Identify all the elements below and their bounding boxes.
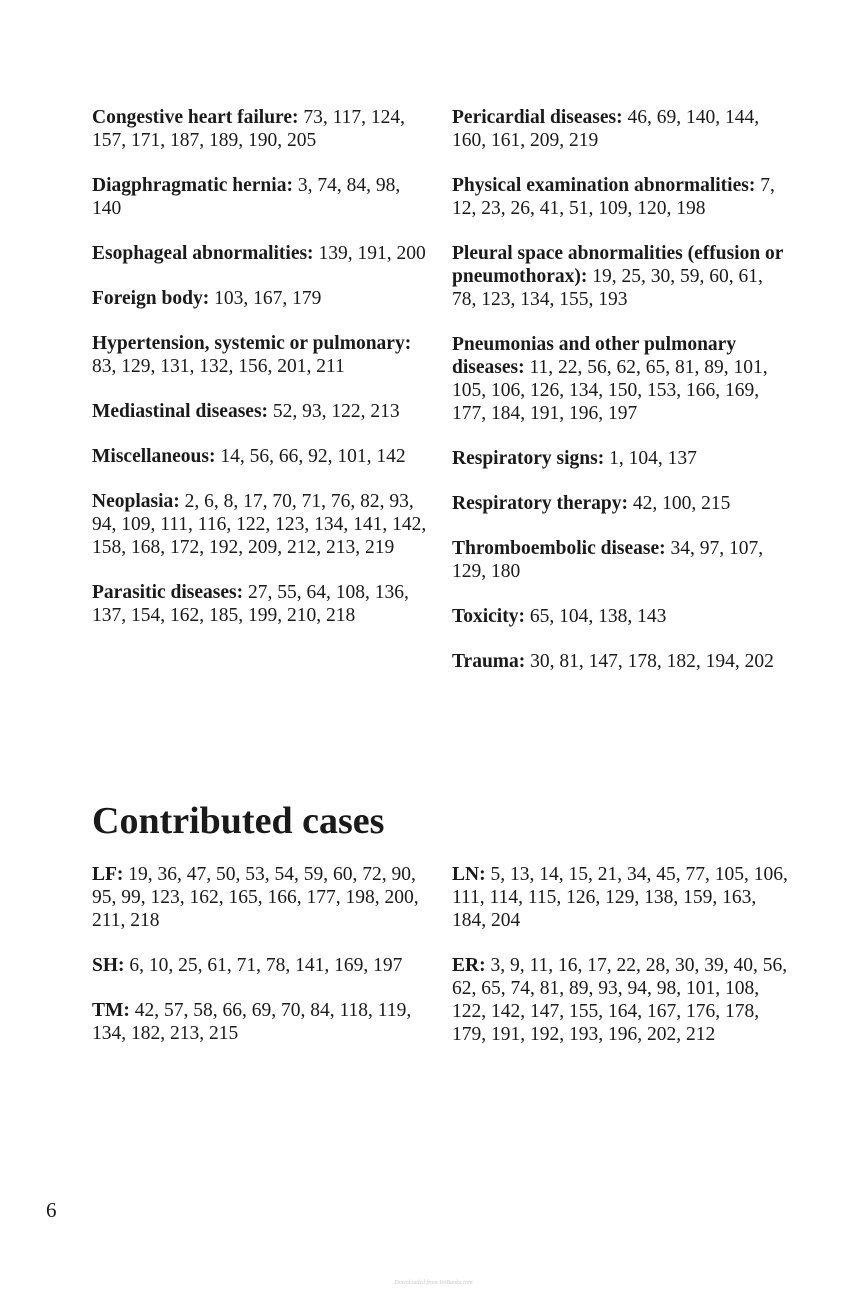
index-entry-term: Mediastinal diseases: [92, 401, 269, 422]
index-entry [452, 242, 792, 311]
section-title-contributed-cases: Contributed cases [92, 800, 385, 842]
index-entry [92, 581, 432, 627]
contributor-entry-pages: 5, 13, 14, 15, 21, 34, 45, 77, 105, 106, 111, 114, 115, 126, 129, 138, 159, 163, 184, 204 [452, 864, 788, 931]
index-entry [452, 447, 792, 470]
index-entry [92, 174, 432, 220]
index-entry [452, 174, 792, 220]
index-entry-pages: 46, 69, 140, 144, 160, 161, 209, 219 [452, 107, 760, 151]
contributor-entry-pages: 6, 10, 25, 61, 71, 78, 141, 169, 197 [129, 955, 403, 976]
index-entry [452, 492, 792, 515]
index-entry [92, 287, 432, 310]
index-entry-pages: 30, 81, 147, 178, 182, 194, 202 [530, 651, 774, 672]
contributor-entry-term: SH: [92, 955, 125, 976]
index-entry-pages: 52, 93, 122, 213 [272, 401, 400, 422]
index-entry [92, 242, 432, 265]
contributor-entry [92, 863, 432, 932]
contributor-entry-term: ER: [452, 955, 486, 976]
contributor-entry [92, 954, 432, 977]
index-entry-pages: 42, 100, 215 [632, 493, 731, 514]
index-entry-term: Respiratory signs: [452, 448, 605, 469]
index-entry-pages: 11, 22, 56, 62, 65, 81, 89, 101, 105, 106, 126, 134, 150, 153, 166, 169, 177, 184, 191, 196, 197 [452, 357, 768, 424]
contributor-entry-term: TM: [92, 1000, 130, 1021]
index-entry-term: Pneumonias and other pulmonary diseases: [452, 334, 737, 378]
contributor-entry [92, 999, 432, 1045]
contributor-entry-pages: 42, 57, 58, 66, 69, 70, 84, 118, 119, 134, 182, 213, 215 [92, 1000, 412, 1044]
index-entry-pages: 19, 25, 30, 59, 60, 61, 78, 123, 134, 155, 193 [452, 266, 763, 310]
index-entry-term: Trauma: [452, 651, 526, 672]
index-entry [92, 400, 432, 423]
index-entry-term: Foreign body: [92, 288, 210, 309]
index-entry-term: Congestive heart failure: [92, 107, 299, 128]
index-entry-term: Esophageal abnormalities: [92, 243, 314, 264]
index-entry-pages: 1, 104, 137 [609, 448, 697, 469]
index-entry-pages: 139, 191, 200 [318, 243, 426, 264]
index-entry-term: Diagphragmatic hernia: [92, 175, 293, 196]
index-entry [452, 106, 792, 152]
index-entry-term: Pleural space abnormalities (effusion or pneumothorax): [452, 243, 784, 287]
contributor-entry-term: LF: [92, 864, 124, 885]
index-entry-term: Thromboembolic disease: [452, 538, 666, 559]
index-entry [92, 106, 432, 152]
contributor-entry-pages: 19, 36, 47, 50, 53, 54, 59, 60, 72, 90, 95, 99, 123, 162, 165, 166, 177, 198, 200, 211, 218 [92, 864, 419, 931]
index-entry-pages: 14, 56, 66, 92, 101, 142 [220, 446, 406, 467]
index-entry [92, 332, 432, 378]
index-entry-term: Hypertension, systemic or pulmonary: [92, 333, 412, 354]
index-entry-term: Physical examination abnormalities: [452, 175, 756, 196]
index-entry-pages: 65, 104, 138, 143 [529, 606, 667, 627]
index-entry-term: Miscellaneous: [92, 446, 216, 467]
index-entry-term: Toxicity: [452, 606, 525, 627]
index-entry-pages: 73, 117, 124, 157, 171, 187, 189, 190, 205 [92, 107, 406, 151]
contributor-entry-pages: 3, 9, 11, 16, 17, 22, 28, 30, 39, 40, 56, 62, 65, 74, 81, 89, 93, 94, 98, 101, 108, 122, 142, 147, 155, 164, 167, 176, 178, 179, 191, 192, 193, 196, 202, 212 [452, 955, 788, 1045]
contributor-entry [452, 863, 792, 932]
index-column-right [452, 106, 792, 695]
index-entry-pages: 3, 74, 84, 98, 140 [92, 175, 401, 219]
contributors-column-right [452, 863, 792, 1068]
index-entry-pages: 27, 55, 64, 108, 136, 137, 154, 162, 185, 199, 210, 218 [92, 582, 409, 626]
index-entry-term: Neoplasia: [92, 491, 180, 512]
index-column-left [92, 106, 432, 649]
index-entry-term: Parasitic diseases: [92, 582, 244, 603]
index-entry [92, 445, 432, 468]
watermark: Downloaded from VetBooks.com [394, 1280, 473, 1286]
index-entry-pages: 103, 167, 179 [214, 288, 322, 309]
index-entry [452, 650, 792, 673]
index-entry-pages: 2, 6, 8, 17, 70, 71, 76, 82, 93, 94, 109, 111, 116, 122, 123, 134, 141, 142, 158, 168, 172, 192, 209, 212, 213, 219 [92, 491, 427, 558]
contributor-entry [452, 954, 792, 1046]
index-entry-pages: 34, 97, 107, 129, 180 [452, 538, 764, 582]
index-entry [452, 537, 792, 583]
contributors-column-left [92, 863, 432, 1067]
index-entry [452, 605, 792, 628]
index-entry-term: Respiratory therapy: [452, 493, 629, 514]
index-entry-pages: 7, 12, 23, 26, 41, 51, 109, 120, 198 [452, 175, 775, 219]
index-entry [92, 490, 432, 559]
contributor-entry-term: LN: [452, 864, 486, 885]
page-number: 6 [46, 1198, 57, 1222]
index-entry-term: Pericardial diseases: [452, 107, 623, 128]
index-entry [452, 333, 792, 425]
index-entry-pages: 83, 129, 131, 132, 156, 201, 211 [92, 356, 345, 377]
